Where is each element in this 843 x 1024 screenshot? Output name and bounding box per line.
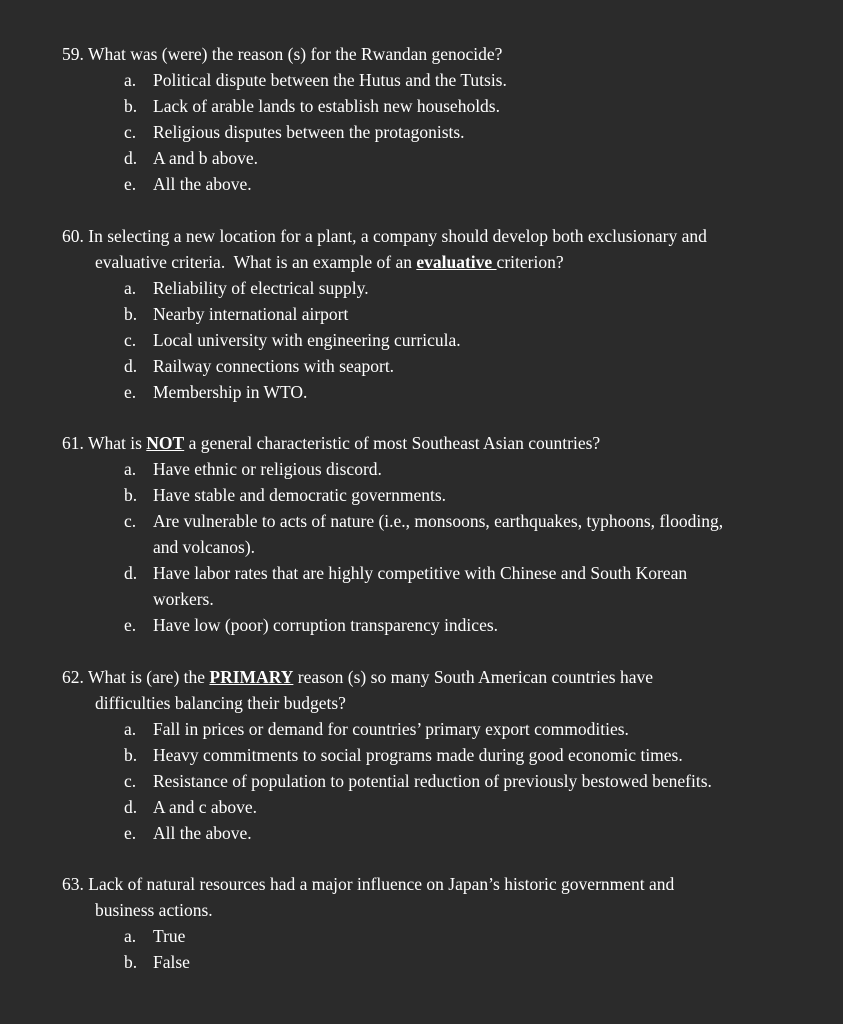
option-text: Have low (poor) corruption transparency indices. xyxy=(153,615,499,635)
question-number: 63. xyxy=(62,874,84,894)
option-62b[interactable] xyxy=(62,742,802,768)
option-letter: e. xyxy=(124,615,137,635)
option-text: A and b above. xyxy=(153,148,258,168)
option-letter: c. xyxy=(124,330,137,350)
option-letter: d. xyxy=(124,356,138,376)
option-letter: b. xyxy=(124,745,138,765)
option-60e[interactable] xyxy=(62,379,802,405)
question-62-stem-line1 xyxy=(62,664,802,690)
question-text: reason (s) so many South American countries have xyxy=(293,667,654,687)
option-59b[interactable] xyxy=(62,93,802,119)
question-59-options xyxy=(62,67,802,197)
option-59d[interactable] xyxy=(62,145,802,171)
option-60a[interactable] xyxy=(62,275,802,301)
option-62a[interactable] xyxy=(62,716,802,742)
option-letter: a. xyxy=(124,926,137,946)
question-62 xyxy=(62,664,802,846)
option-letter: a. xyxy=(124,459,137,479)
question-61-options xyxy=(62,456,802,638)
question-61-stem xyxy=(62,430,802,456)
option-letter: c. xyxy=(124,122,137,142)
option-62d[interactable] xyxy=(62,794,802,820)
question-text: In selecting a new location for a plant, a company should develop both exclusionary and xyxy=(88,226,707,246)
emphasis-not: NOT xyxy=(146,433,185,453)
option-text-line1: Have labor rates that are highly competitive with Chinese and South Korean xyxy=(153,563,688,583)
option-text: True xyxy=(153,926,186,946)
question-text: evaluative criteria. What is an example of an xyxy=(95,252,417,272)
question-60 xyxy=(62,223,802,405)
question-number: 61. xyxy=(62,433,84,453)
question-text: What is xyxy=(87,433,147,453)
question-60-options xyxy=(62,275,802,405)
option-text: Fall in prices or demand for countries’ primary export commodities. xyxy=(153,719,629,739)
option-59a[interactable] xyxy=(62,67,802,93)
option-text: False xyxy=(153,952,190,972)
option-text: Local university with engineering curricula. xyxy=(153,330,461,350)
option-text: Religious disputes between the protagonists. xyxy=(153,122,465,142)
option-62e[interactable] xyxy=(62,820,802,846)
question-text: What is (are) the xyxy=(87,667,210,687)
option-letter: d. xyxy=(124,563,138,583)
option-letter: c. xyxy=(124,771,137,791)
question-text: criterion? xyxy=(496,252,564,272)
question-62-stem-line2: difficulties balancing their budgets? xyxy=(95,693,346,713)
option-letter: a. xyxy=(124,719,137,739)
option-text: All the above. xyxy=(153,174,252,194)
option-text: Have ethnic or religious discord. xyxy=(153,459,382,479)
question-59 xyxy=(62,41,802,197)
question-60-stem-line1 xyxy=(62,223,802,249)
emphasis-evaluative: evaluative xyxy=(416,252,497,272)
option-63a[interactable] xyxy=(62,923,802,949)
question-text: a general characteristic of most Southeast Asian countries? xyxy=(184,433,601,453)
question-text: Lack of natural resources had a major influence on Japan’s historic government and xyxy=(88,874,675,894)
option-text: Reliability of electrical supply. xyxy=(153,278,369,298)
question-number: 60. xyxy=(62,226,84,246)
option-letter: e. xyxy=(124,174,137,194)
option-text: Political dispute between the Hutus and the Tutsis. xyxy=(153,70,507,90)
option-62c[interactable] xyxy=(62,768,802,794)
option-text: Lack of arable lands to establish new households. xyxy=(153,96,500,116)
question-63-stem-line2: business actions. xyxy=(95,900,213,920)
option-letter: b. xyxy=(124,96,138,116)
option-60b[interactable] xyxy=(62,301,802,327)
question-63-stem-line1 xyxy=(62,871,802,897)
question-number: 62. xyxy=(62,667,84,687)
option-text: All the above. xyxy=(153,823,252,843)
option-letter: d. xyxy=(124,797,138,817)
option-letter: e. xyxy=(124,823,137,843)
question-60-stem-line2 xyxy=(62,249,802,275)
option-letter: a. xyxy=(124,278,137,298)
option-63b[interactable] xyxy=(62,949,802,975)
question-61 xyxy=(62,430,802,638)
question-63 xyxy=(62,871,802,975)
option-61b[interactable] xyxy=(62,482,802,508)
question-62-options xyxy=(62,716,802,846)
option-letter: b. xyxy=(124,304,138,324)
option-60c[interactable] xyxy=(62,327,802,353)
option-61d[interactable] xyxy=(62,560,802,612)
option-letter: c. xyxy=(124,511,137,531)
option-letter: a. xyxy=(124,70,137,90)
option-59c[interactable] xyxy=(62,119,802,145)
option-text: Railway connections with seaport. xyxy=(153,356,395,376)
option-text: Have stable and democratic governments. xyxy=(153,485,447,505)
option-letter: b. xyxy=(124,485,138,505)
question-text: What was (were) the reason (s) for the Rwandan genocide? xyxy=(87,44,503,64)
option-text: Membership in WTO. xyxy=(153,382,308,402)
option-letter: b. xyxy=(124,952,138,972)
option-text: Heavy commitments to social programs made during good economic times. xyxy=(153,745,683,765)
question-number: 59. xyxy=(62,44,84,64)
option-59e[interactable] xyxy=(62,171,802,197)
option-text-line1: Are vulnerable to acts of nature (i.e., monsoons, earthquakes, typhoons, flooding, xyxy=(153,511,724,531)
option-60d[interactable] xyxy=(62,353,802,379)
option-61e[interactable] xyxy=(62,612,802,638)
option-text-line2: and volcanos). xyxy=(153,537,256,557)
option-text: Nearby international airport xyxy=(153,304,349,324)
option-letter: d. xyxy=(124,148,138,168)
question-63-options xyxy=(62,923,802,975)
option-letter: e. xyxy=(124,382,137,402)
option-text: A and c above. xyxy=(153,797,257,817)
emphasis-primary: PRIMARY xyxy=(209,667,294,687)
question-59-stem xyxy=(62,41,802,67)
option-text-line2: workers. xyxy=(153,589,214,609)
option-text: Resistance of population to potential reduction of previously bestowed benefits. xyxy=(153,771,712,791)
option-61a[interactable] xyxy=(62,456,802,482)
option-61c[interactable] xyxy=(62,508,802,560)
